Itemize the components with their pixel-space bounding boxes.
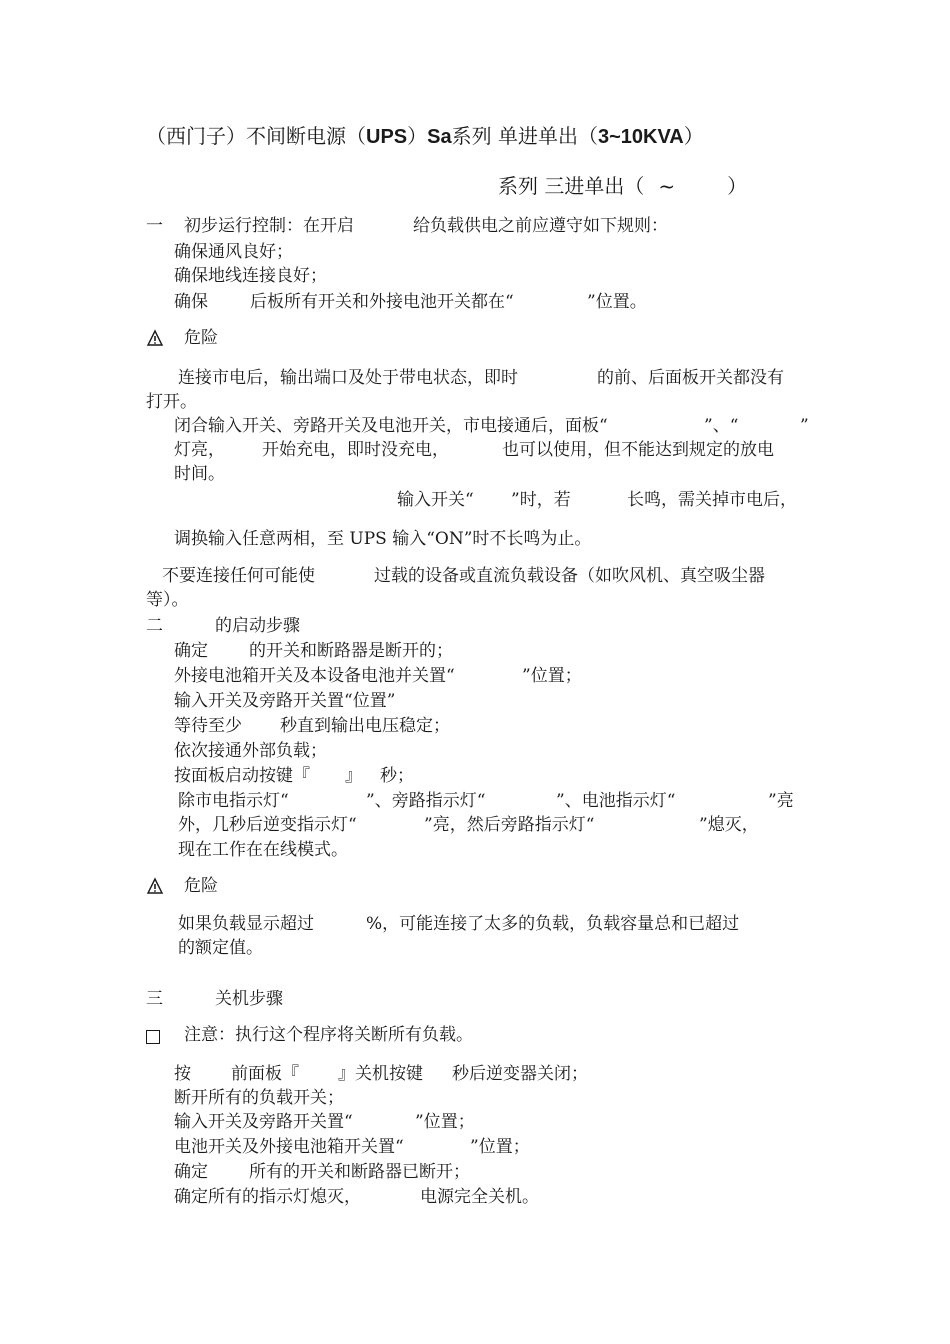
note-checkbox-icon bbox=[146, 1030, 160, 1044]
section3-s3b: ”位置； bbox=[415, 1112, 475, 1132]
section1-p2d: 灯亮， bbox=[174, 440, 225, 460]
section2-s4b: 秒直到输出电压稳定； bbox=[280, 716, 450, 736]
section3-s4a: 电池开关及外接电池箱开关置“ bbox=[174, 1137, 404, 1157]
section1-item-2: 确保地线连接良好； bbox=[174, 266, 327, 286]
section3-s1d: 秒后逆变器关闭； bbox=[452, 1064, 588, 1084]
section3-s5b: 所有的开关和断路器已断开； bbox=[249, 1162, 470, 1182]
section1-p1b: 的前、后面板开关都没有 bbox=[597, 368, 784, 388]
section2-s7a: 除市电指示灯“ bbox=[178, 791, 289, 811]
section3-s4b: ”位置； bbox=[470, 1137, 530, 1157]
section3-s6a: 确定所有的指示灯熄灭， bbox=[174, 1187, 361, 1207]
section1-heading: 初步运行控制：在开启 bbox=[184, 216, 354, 236]
section3-s2: 断开所有的负载开关； bbox=[174, 1088, 344, 1108]
subtitle-part: 系列 三进单出（ bbox=[498, 174, 645, 198]
section1-p2g: 时间。 bbox=[174, 464, 225, 484]
document-title bbox=[146, 122, 704, 151]
section3-heading: 关机步骤 bbox=[215, 989, 283, 1009]
section2-s7g: ”熄灭， bbox=[699, 815, 759, 835]
section2-d1a: 如果负载显示超过 bbox=[178, 914, 314, 934]
section2-d1c: 的额定值。 bbox=[178, 938, 263, 958]
section2-s5: 依次接通外部负载； bbox=[174, 741, 327, 761]
title-ups: UPS bbox=[366, 126, 408, 148]
section2-s3: 输入开关及旁路开关置“位置” bbox=[174, 691, 396, 711]
section1-p3c: 长鸣，需关掉市电后， bbox=[627, 490, 797, 510]
section2-heading-num: 二 bbox=[146, 616, 163, 636]
section2-heading: 的启动步骤 bbox=[215, 616, 300, 636]
section3-heading-num: 三 bbox=[146, 989, 163, 1009]
title-part: 系列 单进单出（ bbox=[451, 124, 598, 148]
section1-item-3a: 确保 bbox=[174, 292, 208, 312]
section2-s6a: 按面板启动按键『 bbox=[174, 766, 310, 786]
section2-s7d: ”亮 bbox=[768, 791, 794, 811]
section2-s1a: 确定 bbox=[174, 641, 208, 661]
section2-s2b: ”位置； bbox=[522, 666, 582, 686]
section2-s6c: 秒； bbox=[380, 766, 414, 786]
subtitle-tilde: ~ bbox=[658, 174, 676, 198]
section1-p2f: 也可以使用，但不能达到规定的放电 bbox=[502, 440, 774, 460]
section3-s6b: 电源完全关机。 bbox=[420, 1187, 539, 1207]
section1-p5a: 不要连接任何可能使 bbox=[162, 566, 315, 586]
danger-label-2: 危险 bbox=[184, 876, 218, 896]
title-part: ） bbox=[407, 124, 428, 148]
section2-s6b: 』 bbox=[345, 766, 362, 786]
section1-item-3b: 后板所有开关和外接电池开关都在“ bbox=[250, 292, 514, 312]
section1-p2b: ”、“ bbox=[704, 416, 739, 436]
title-sa: Sa bbox=[427, 126, 452, 148]
section1-p1a: 连接市电后，输出端口及处于带电状态，即时 bbox=[178, 368, 518, 388]
section2-s4a: 等待至少 bbox=[174, 716, 242, 736]
section2-s2a: 外接电池箱开关及本设备电池并关置“ bbox=[174, 666, 455, 686]
warning-icon bbox=[146, 877, 164, 895]
section3-note: 注意：执行这个程序将关断所有负载。 bbox=[184, 1025, 473, 1045]
document-subtitle bbox=[498, 172, 747, 200]
section2-s1b: 的开关和断路器是断开的； bbox=[249, 641, 453, 661]
section2-s7b: ”、旁路指示灯“ bbox=[366, 791, 486, 811]
section1-p2c: ” bbox=[800, 416, 809, 436]
section2-s7f: ”亮，然后旁路指示灯“ bbox=[424, 815, 595, 835]
title-part: （西门子）不间断电源（ bbox=[146, 124, 366, 148]
section1-p4: 调换输入任意两相，至 UPS 输入“ON”时不长鸣为止。 bbox=[174, 529, 592, 549]
section1-p2e: 开始充电，即时没充电， bbox=[262, 440, 449, 460]
section1-p1c: 打开。 bbox=[146, 392, 197, 412]
section1-p2a: 闭合输入开关、旁路开关及电池开关，市电接通后，面板“ bbox=[174, 416, 608, 436]
title-capacity: 3~10KVA bbox=[597, 126, 684, 148]
section3-s3a: 输入开关及旁路开关置“ bbox=[174, 1112, 353, 1132]
section1-p3a: 输入开关“ bbox=[397, 490, 474, 510]
title-part: ） bbox=[683, 124, 704, 148]
section1-heading-num: 一 bbox=[146, 216, 163, 236]
section3-s1a: 按 bbox=[174, 1064, 191, 1084]
section2-s7h: 现在工作在在线模式。 bbox=[178, 840, 348, 860]
warning-icon bbox=[146, 329, 164, 347]
section2-s7e: 外，几秒后逆变指示灯“ bbox=[178, 815, 357, 835]
section3-s1b: 前面板『 bbox=[231, 1064, 299, 1084]
subtitle-part: ） bbox=[727, 174, 748, 198]
section2-s7c: ”、电池指示灯“ bbox=[556, 791, 676, 811]
section1-heading-cont: 给负载供电之前应遵守如下规则： bbox=[413, 216, 668, 236]
section1-p5b: 过载的设备或直流负载设备（如吹风机、真空吸尘器 bbox=[374, 566, 765, 586]
section3-s5a: 确定 bbox=[174, 1162, 208, 1182]
section2-d1b: %，可能连接了太多的负载，负载容量总和已超过 bbox=[366, 914, 740, 934]
section1-p5c: 等）。 bbox=[146, 590, 189, 610]
section1-item-3c: ”位置。 bbox=[587, 292, 647, 312]
danger-label-1: 危险 bbox=[184, 328, 218, 348]
section1-p3b: ”时，若 bbox=[511, 490, 571, 510]
section1-item-1: 确保通风良好； bbox=[174, 242, 293, 262]
section3-s1c: 』关机按键 bbox=[338, 1064, 423, 1084]
